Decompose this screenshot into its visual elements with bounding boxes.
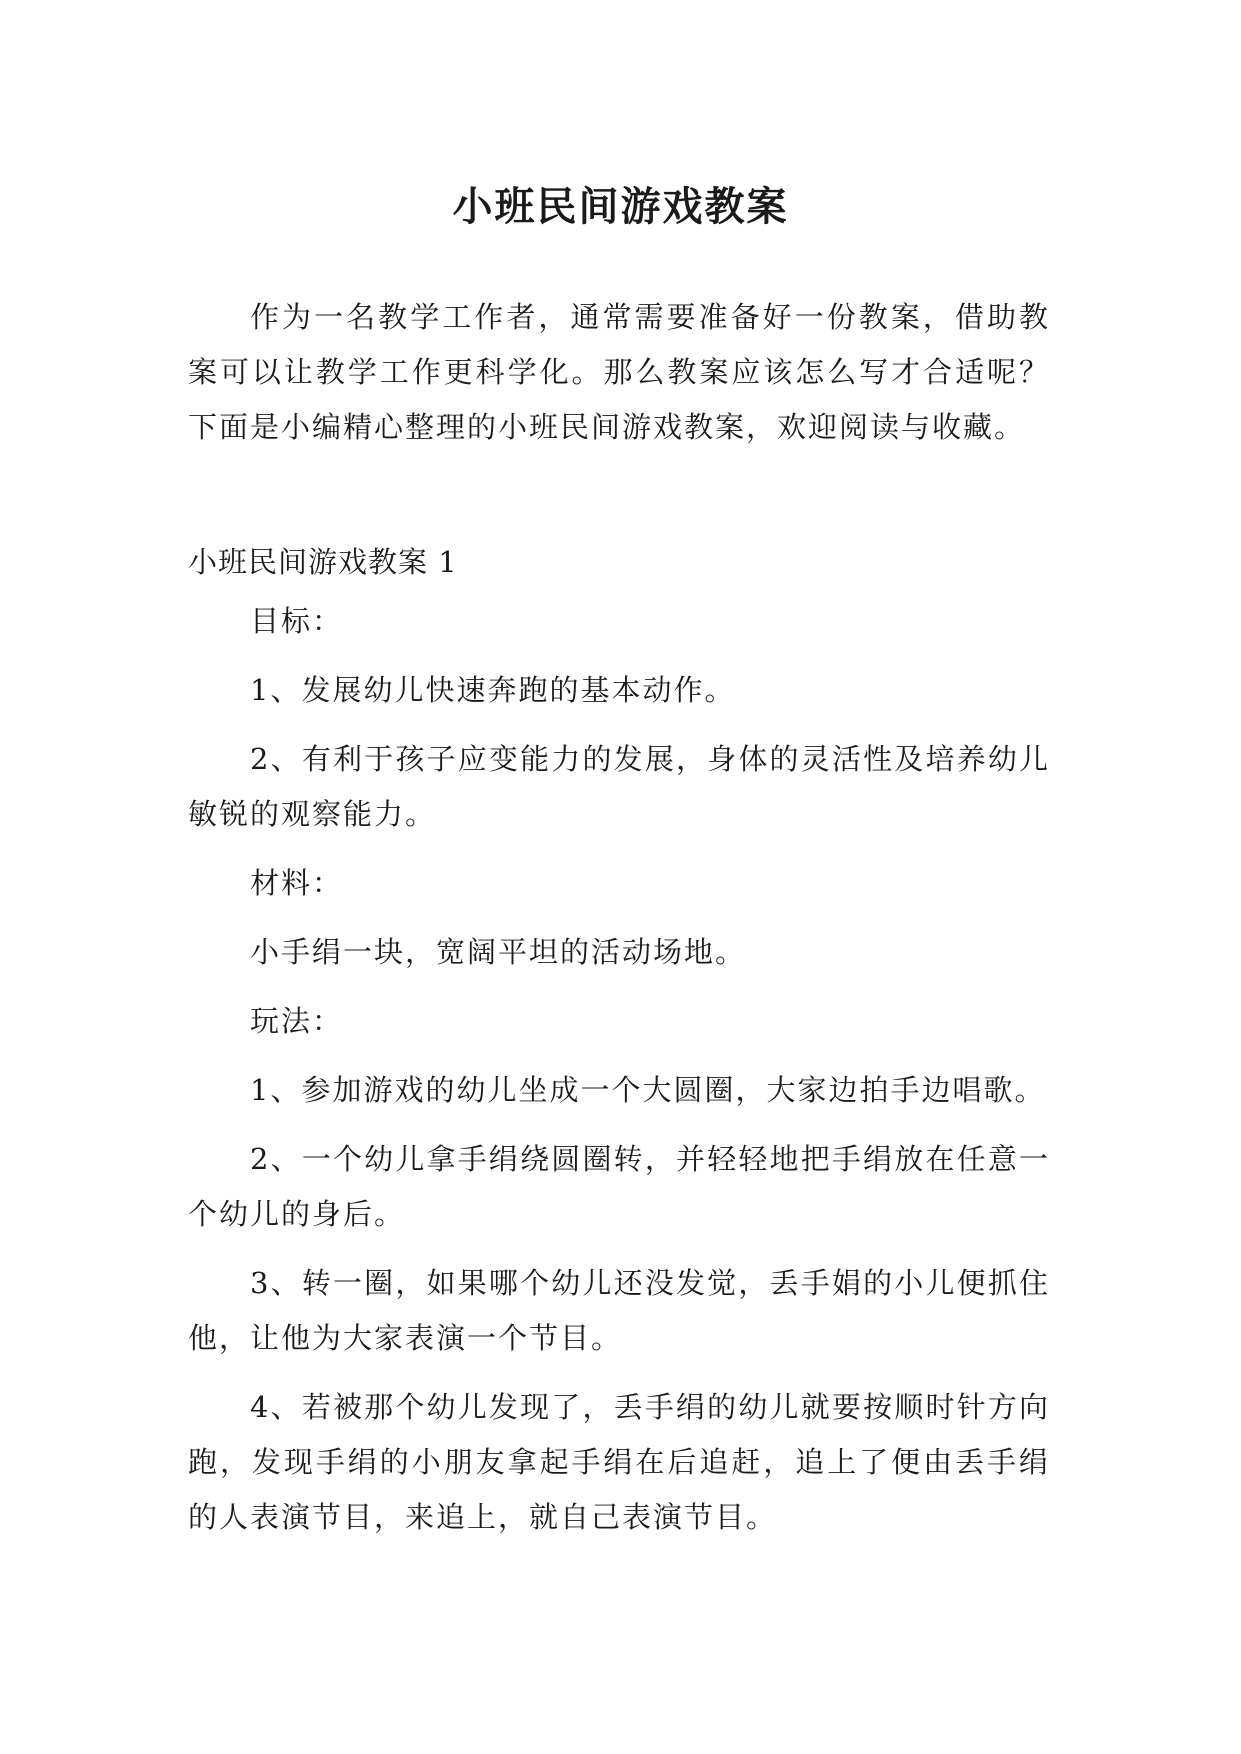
document-body <box>188 290 1050 1545</box>
paragraph-goal-1: 1、发展幼儿快速奔跑的基本动作。 <box>250 673 736 707</box>
document-title: 小班民间游戏教案 <box>452 183 789 230</box>
paragraph-rule-2: 2、一个幼儿拿手绢绕圆圈转，并轻轻地把手绢放在任意一个幼儿的身后。 <box>188 1142 1050 1231</box>
paragraph-materials-label: 材料： <box>250 866 344 900</box>
paragraph-materials: 小手绢一块，宽阔平坦的活动场地。 <box>250 935 747 969</box>
paragraph-goal-label: 目标： <box>250 604 344 638</box>
paragraph-rules-label: 玩法： <box>250 1004 344 1038</box>
paragraph-rule-4: 4、若被那个幼儿发现了，丢手绢的幼儿就要按顺时针方向跑，发现手绢的小朋友拿起手绢在后追赶，追上了便由丢手绢的人表演节目，来追上，就自己表演节目。 <box>188 1390 1050 1534</box>
paragraph-rule-1: 1、参加游戏的幼儿坐成一个大圆圈，大家边拍手边唱歌。 <box>250 1073 1046 1107</box>
intro-paragraph: 作为一名教学工作者，通常需要准备好一份教案，借助教案可以让教学工作更科学化。那么教案应该怎么写才合适呢？下面是小编精心整理的小班民间游戏教案，欢迎阅读与收藏。 <box>188 300 1050 444</box>
paragraph-rule-3: 3、转一圈，如果哪个幼儿还没发觉，丢手娟的小儿便抓住他，让他为大家表演一个节目。 <box>188 1266 1050 1355</box>
section-heading: 小班民间游戏教案 1 <box>188 545 458 579</box>
paragraph-goal-2: 2、有利于孩子应变能力的发展，身体的灵活性及培养幼儿敏锐的观察能力。 <box>188 742 1050 831</box>
